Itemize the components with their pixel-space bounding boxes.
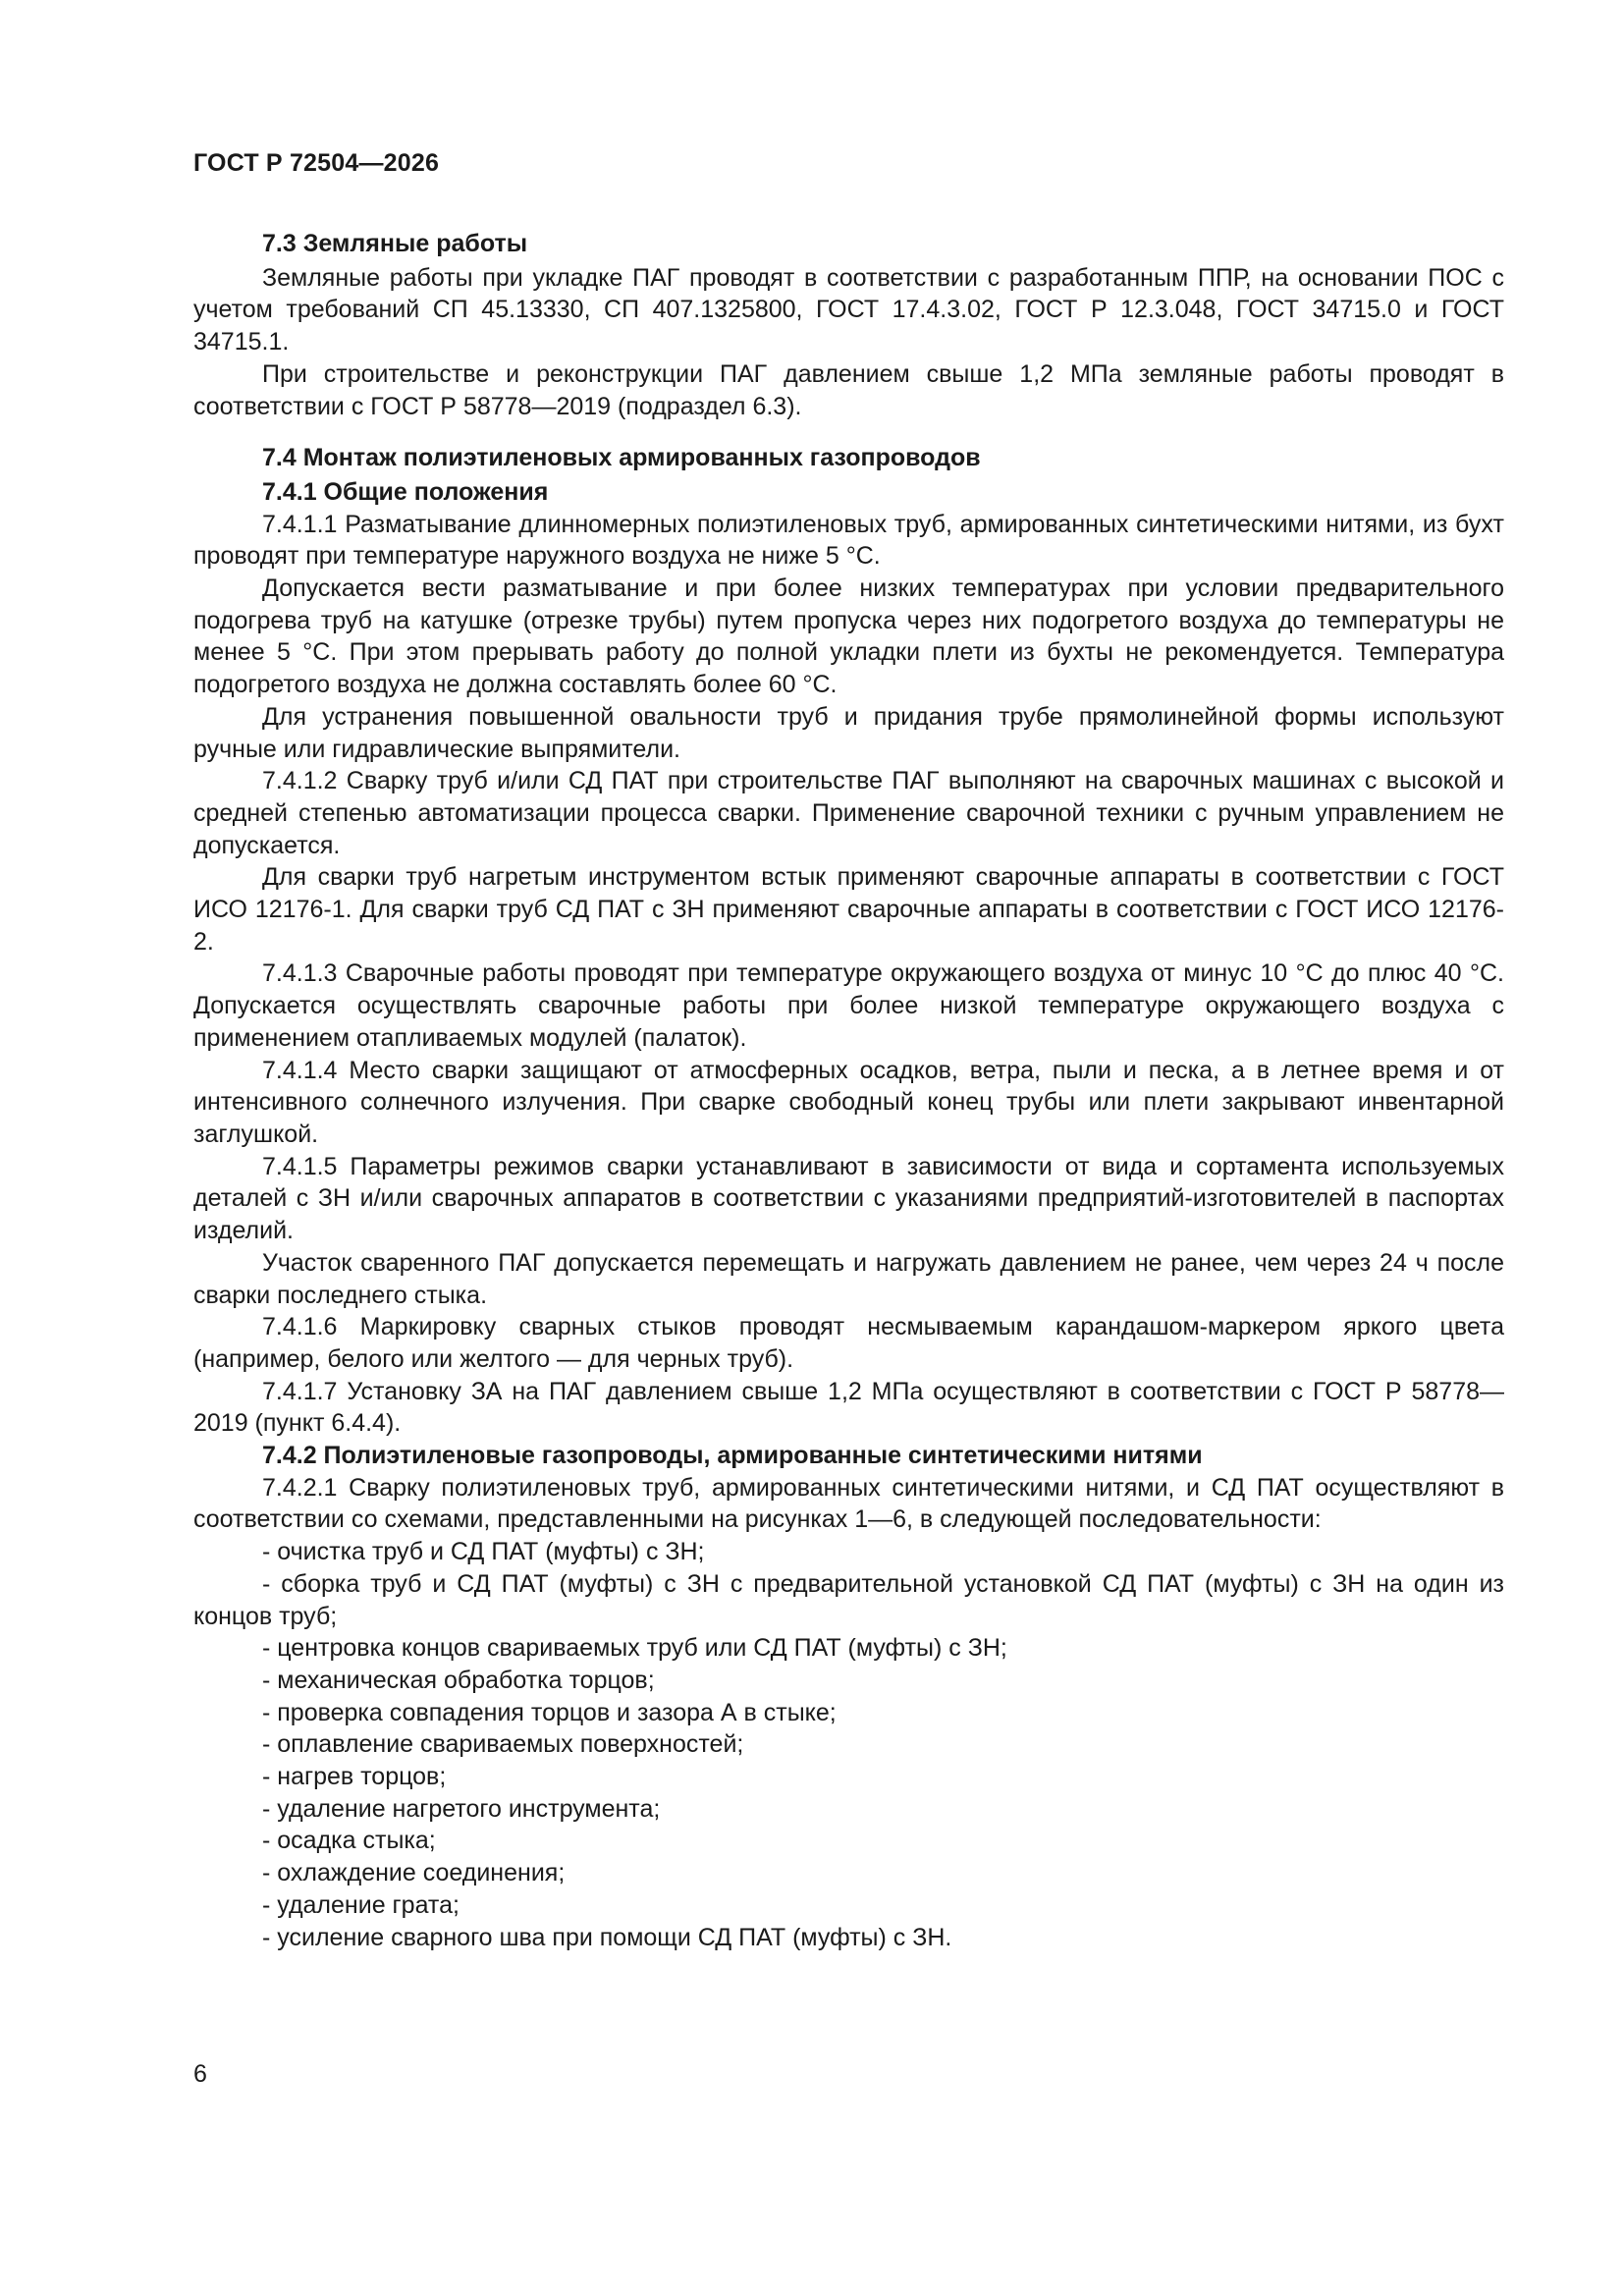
document-body xyxy=(193,228,1504,1953)
list-item: - охлаждение соединения; xyxy=(262,1859,566,1887)
paragraph-7-4-1-1: 7.4.1.1 Разматывание длинномерных полиэтиленовых труб, армированных синтетическими нитями, из бухт проводят при температуре наружного воздуха не ниже 5 °С. xyxy=(193,510,1504,571)
list-item: - центровка концов свариваемых труб или СД ПАТ (муфты) с ЗН; xyxy=(262,1634,1007,1663)
paragraph-7-4-1-1-straighteners: Для устранения повышенной овальности труб и придания трубе прямолинейной формы используют ручные или гидравлические выпрямители. xyxy=(193,702,1504,763)
paragraph-7-4-1-6: 7.4.1.6 Маркировку сварных стыков проводят несмываемым карандашом-маркером яркого цвета (например, белого или желтого — для черных труб). xyxy=(193,1313,1504,1373)
paragraph-7-4-1-2: 7.4.1.2 Сварку труб и/или СД ПАТ при строительстве ПАГ выполняют на сварочных машинах с высокой и средней степенью автоматизации процесса сварки. Применение сварочной техники с ручным управлением не допускается. xyxy=(193,767,1504,859)
section-7-4-1-heading: 7.4.1 Общие положения xyxy=(262,477,549,506)
paragraph-7-3-high-pressure: При строительстве и реконструкции ПАГ давлением свыше 1,2 МПа земляные работы проводят в соответствии с ГОСТ Р 58778—2019 (подраздел 6.3). xyxy=(193,359,1504,420)
list-item: - очистка труб и СД ПАТ (муфты) с ЗН; xyxy=(262,1538,705,1566)
paragraph-7-4-2-1: 7.4.2.1 Сварку полиэтиленовых труб, армированных синтетическими нитями, и СД ПАТ осуществляют в соответствии со схемами, представленными на рисунках 1—6, в следующей последовательности: xyxy=(193,1473,1504,1534)
list-item: - усиление сварного шва при помощи СД ПАТ (муфты) с ЗН. xyxy=(262,1923,952,1951)
list-item: - механическая обработка торцов; xyxy=(262,1666,655,1694)
section-7-4-2-heading: 7.4.2 Полиэтиленовые газопроводы, армированные синтетическими нитями xyxy=(262,1442,1203,1470)
page-number: 6 xyxy=(193,2060,207,2088)
paragraph-7-4-1-5-loading: Участок сваренного ПАГ допускается перемещать и нагружать давлением не ранее, чем через 24 ч после сварки последнего стыка. xyxy=(193,1248,1504,1309)
list-item: - проверка совпадения торцов и зазора А в стыке; xyxy=(262,1698,837,1726)
paragraph-7-4-1-2-apparatus: Для сварки труб нагретым инструментом встык применяют сварочные аппараты в соответствии с ГОСТ ИСО 12176-1. Для сварки труб СД ПАТ с ЗН применяют сварочные аппараты в соответствии с ГОСТ ИСО 12176-2. xyxy=(193,863,1504,956)
list-item: - сборка труб и СД ПАТ (муфты) с ЗН с предварительной установкой СД ПАТ (муфты) с ЗН на один из концов труб; xyxy=(193,1569,1504,1630)
list-item: - удаление грата; xyxy=(262,1890,460,1919)
welding-steps-list xyxy=(193,1536,1504,1953)
paragraph-7-4-1-4: 7.4.1.4 Место сварки защищают от атмосферных осадков, ветра, пыли и песка, а в летнее время и от интенсивного солнечного излучения. При сварке свободный конец трубы или плети закрывают инвентарной заглушкой. xyxy=(193,1056,1504,1148)
paragraph-7-4-1-3: 7.4.1.3 Сварочные работы проводят при температуре окружающего воздуха от минус 10 °С до плюс 40 °С. Допускается осуществлять сварочные работы при более низкой температуре окружающего воздуха с применением отапливаемых модулей (палаток). xyxy=(193,959,1504,1052)
paragraph-7-3-earthworks: Земляные работы при укладке ПАГ проводят в соответствии с разработанным ППР, на основании ПОС с учетом требований СП 45.13330, СП 407.1325800, ГОСТ 17.4.3.02, ГОСТ Р 12.3.048, ГОСТ 34715.0 и ГОСТ 34715.1. xyxy=(193,263,1504,356)
paragraph-7-4-1-5: 7.4.1.5 Параметры режимов сварки устанавливают в зависимости от вида и сортамента используемых деталей с ЗН и/или сварочных аппаратов в соответствии с указаниями предприятий-изготовителей в паспортах изделий. xyxy=(193,1152,1504,1245)
section-7-3-heading: 7.3 Земляные работы xyxy=(262,230,528,257)
document-code-header: ГОСТ Р 72504—2026 xyxy=(193,149,440,177)
section-7-4-heading: 7.4 Монтаж полиэтиленовых армированных газопроводов xyxy=(262,444,981,472)
list-item: - оплавление свариваемых поверхностей; xyxy=(262,1730,744,1759)
list-item: - осадка стыка; xyxy=(262,1827,436,1855)
paragraph-7-4-1-7: 7.4.1.7 Установку ЗА на ПАГ давлением свыше 1,2 МПа осуществляют в соответствии с ГОСТ Р 58778—2019 (пункт 6.4.4). xyxy=(193,1377,1504,1438)
paragraph-7-4-1-1-heating: Допускается вести разматывание и при более низких температурах при условии предварительного подогрева труб на катушке (отрезке трубы) путем пропуска через них подогретого воздуха до температуры не менее 5 °С. При этом прерывать работу до полной укладки плети из бухты не рекомендуется. Температура подогретого воздуха не должна составлять более 60 °С. xyxy=(193,574,1504,699)
list-item: - нагрев торцов; xyxy=(262,1763,447,1791)
list-item: - удаление нагретого инструмента; xyxy=(262,1794,661,1823)
